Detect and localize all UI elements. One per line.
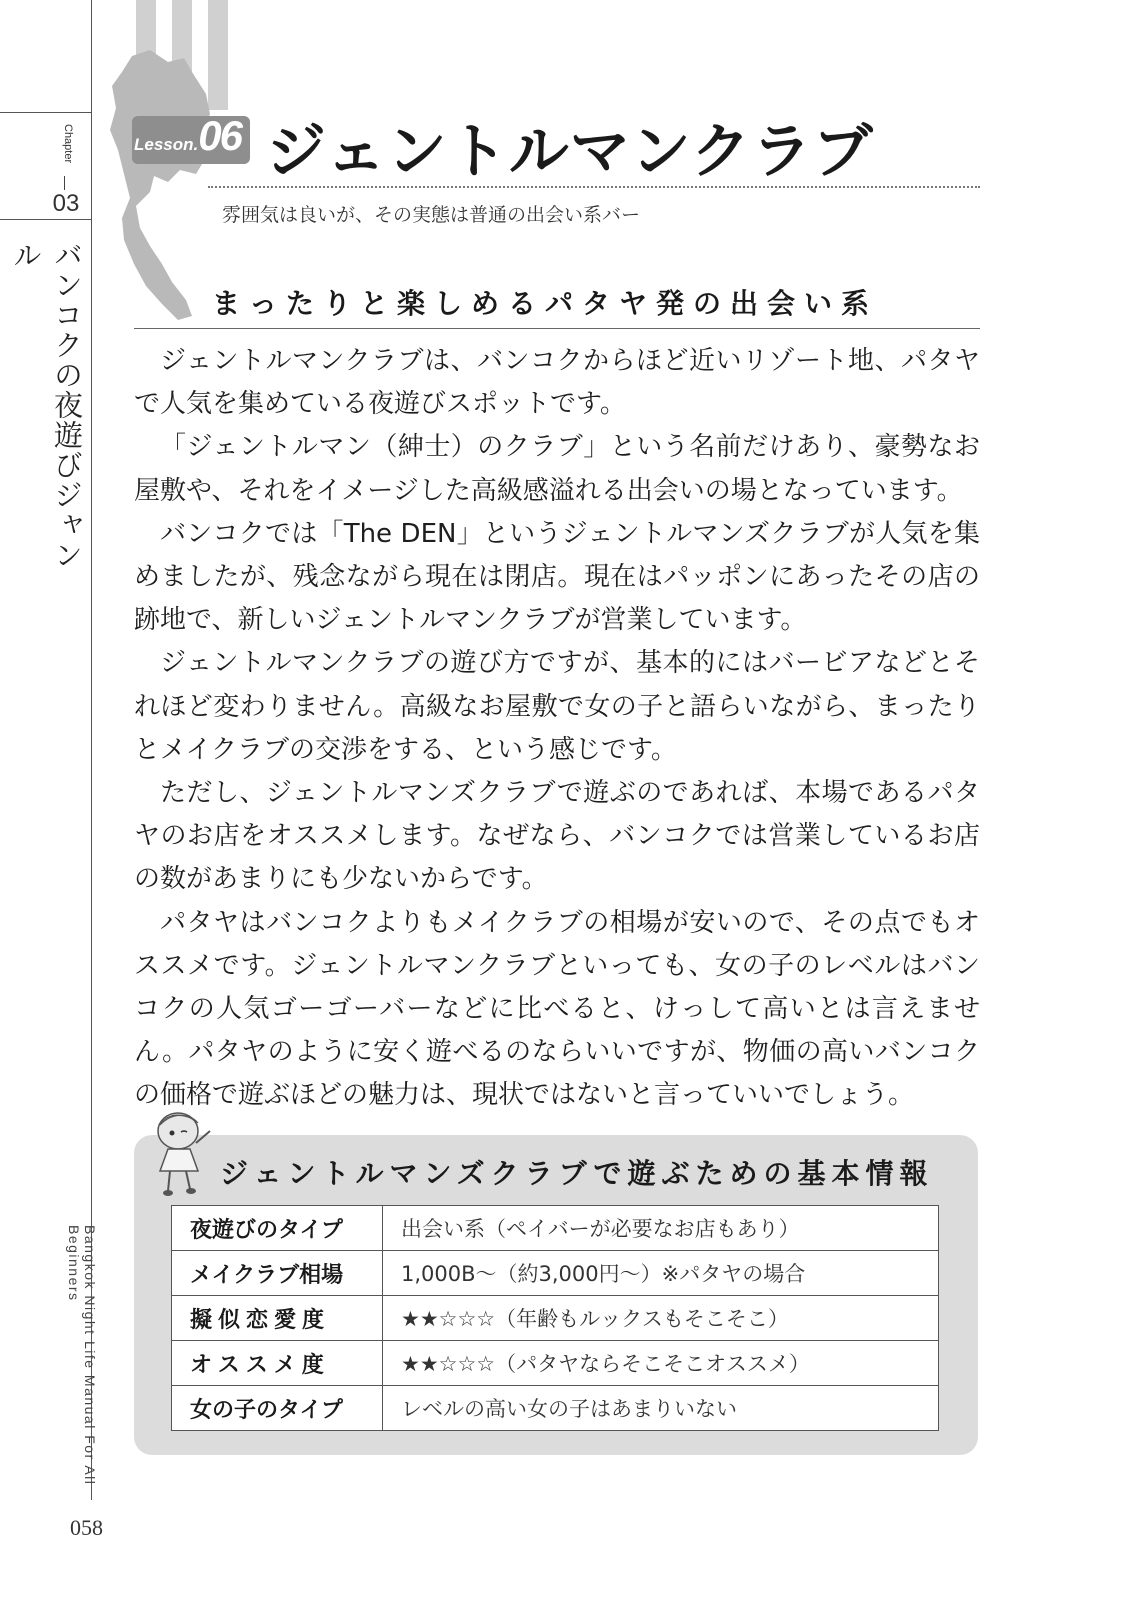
row-label: オススメ度 xyxy=(172,1341,383,1386)
lesson-word: Lesson. xyxy=(134,135,199,154)
table-row xyxy=(172,1251,939,1296)
row-value: ★★☆☆☆（パタヤならそこそこオススメ） xyxy=(383,1341,939,1386)
chapter-title: バンコクの夜遊びジャンル xyxy=(9,240,84,570)
row-value: 出会い系（ペイバーが必要なお店もあり） xyxy=(383,1206,939,1251)
chapter-label: Chapter xyxy=(62,124,74,164)
body-paragraph: パタヤはバンコクよりもメイクラブの相場が安いので、その点でもオススメです。ジェントルマンクラブといっても、女の子のレベルはバンコクの人気ゴーゴーバーなどに比べると、けっして高いとは言えません。パタヤのように安く遊べるのならいいですが、物価の高いバンコクの価格で遊ぶほどの魅力は、現状ではないと言っていいでしょう。 xyxy=(134,907,980,1111)
section-heading: まったりと楽しめるパタヤ発の出会い系 xyxy=(212,287,879,320)
row-label: 擬似恋愛度 xyxy=(172,1296,383,1341)
mascot-girl-illustration xyxy=(148,1105,214,1201)
lesson-number: 06 xyxy=(198,112,241,159)
row-label: 夜遊びのタイプ xyxy=(172,1206,383,1251)
table-row xyxy=(172,1386,939,1431)
body-paragraph: ジェントルマンクラブは、バンコクからほど近いリゾート地、パタヤで人気を集めている夜遊びスポットです。 xyxy=(134,346,980,420)
body-paragraph: ジェントルマンクラブの遊び方ですが、基本的にはバービアなどとそれほど変わりません。高級なお屋敷で女の子と語らいながら、まったりとメイクラブの交渉をする、という感じです。 xyxy=(134,648,980,765)
book-title: Bangkok Night Life Manual For All Beginners xyxy=(66,1225,98,1486)
page-number: 058 xyxy=(70,1515,103,1540)
row-value: ★★☆☆☆（年齢もルックスもそこそこ） xyxy=(383,1296,939,1341)
info-table xyxy=(171,1205,939,1431)
body-paragraph: バンコクでは「The DEN」というジェントルマンズクラブが人気を集めましたが、残念ながら現在は閉店。現在はパッポンにあったその店の跡地で、新しいジェントルマンクラブが営業しています。 xyxy=(134,518,980,636)
article-body xyxy=(134,340,980,1118)
chapter-number: 03 xyxy=(52,190,80,217)
table-row xyxy=(172,1206,939,1251)
chapter-tick xyxy=(64,176,65,190)
table-row xyxy=(172,1296,939,1341)
lesson-badge-text xyxy=(134,112,241,160)
row-label: 女の子のタイプ xyxy=(172,1386,383,1431)
table-row xyxy=(172,1341,939,1386)
body-paragraph: ただし、ジェントルマンズクラブで遊ぶのであれば、本場であるパタヤのお店をオススメします。なぜなら、バンコクでは営業しているお店の数があまりにも少ないからです。 xyxy=(134,778,980,895)
page-title: ジェントルマンクラブ xyxy=(266,117,874,187)
title-divider xyxy=(208,186,980,188)
row-value: レベルの高い女の子はあまりいない xyxy=(383,1386,939,1431)
row-value: 1,000B～（約3,000円～）※パタヤの場合 xyxy=(383,1251,939,1296)
body-paragraph: 「ジェントルマン（紳士）のクラブ」という名前だけあり、豪勢なお屋敷や、それをイメージした高級感溢れる出会いの場となっています。 xyxy=(134,432,980,506)
row-label: メイクラブ相場 xyxy=(172,1251,383,1296)
page-subtitle: 雰囲気は良いが、その実態は普通の出会い系バー xyxy=(222,204,641,226)
info-box-heading: ジェントルマンズクラブで遊ぶための基本情報 xyxy=(220,1157,934,1190)
rail-divider-bottom xyxy=(0,219,91,220)
thailand-map-icon xyxy=(110,50,220,325)
section-divider xyxy=(134,328,980,329)
rail-divider-top xyxy=(0,112,91,113)
